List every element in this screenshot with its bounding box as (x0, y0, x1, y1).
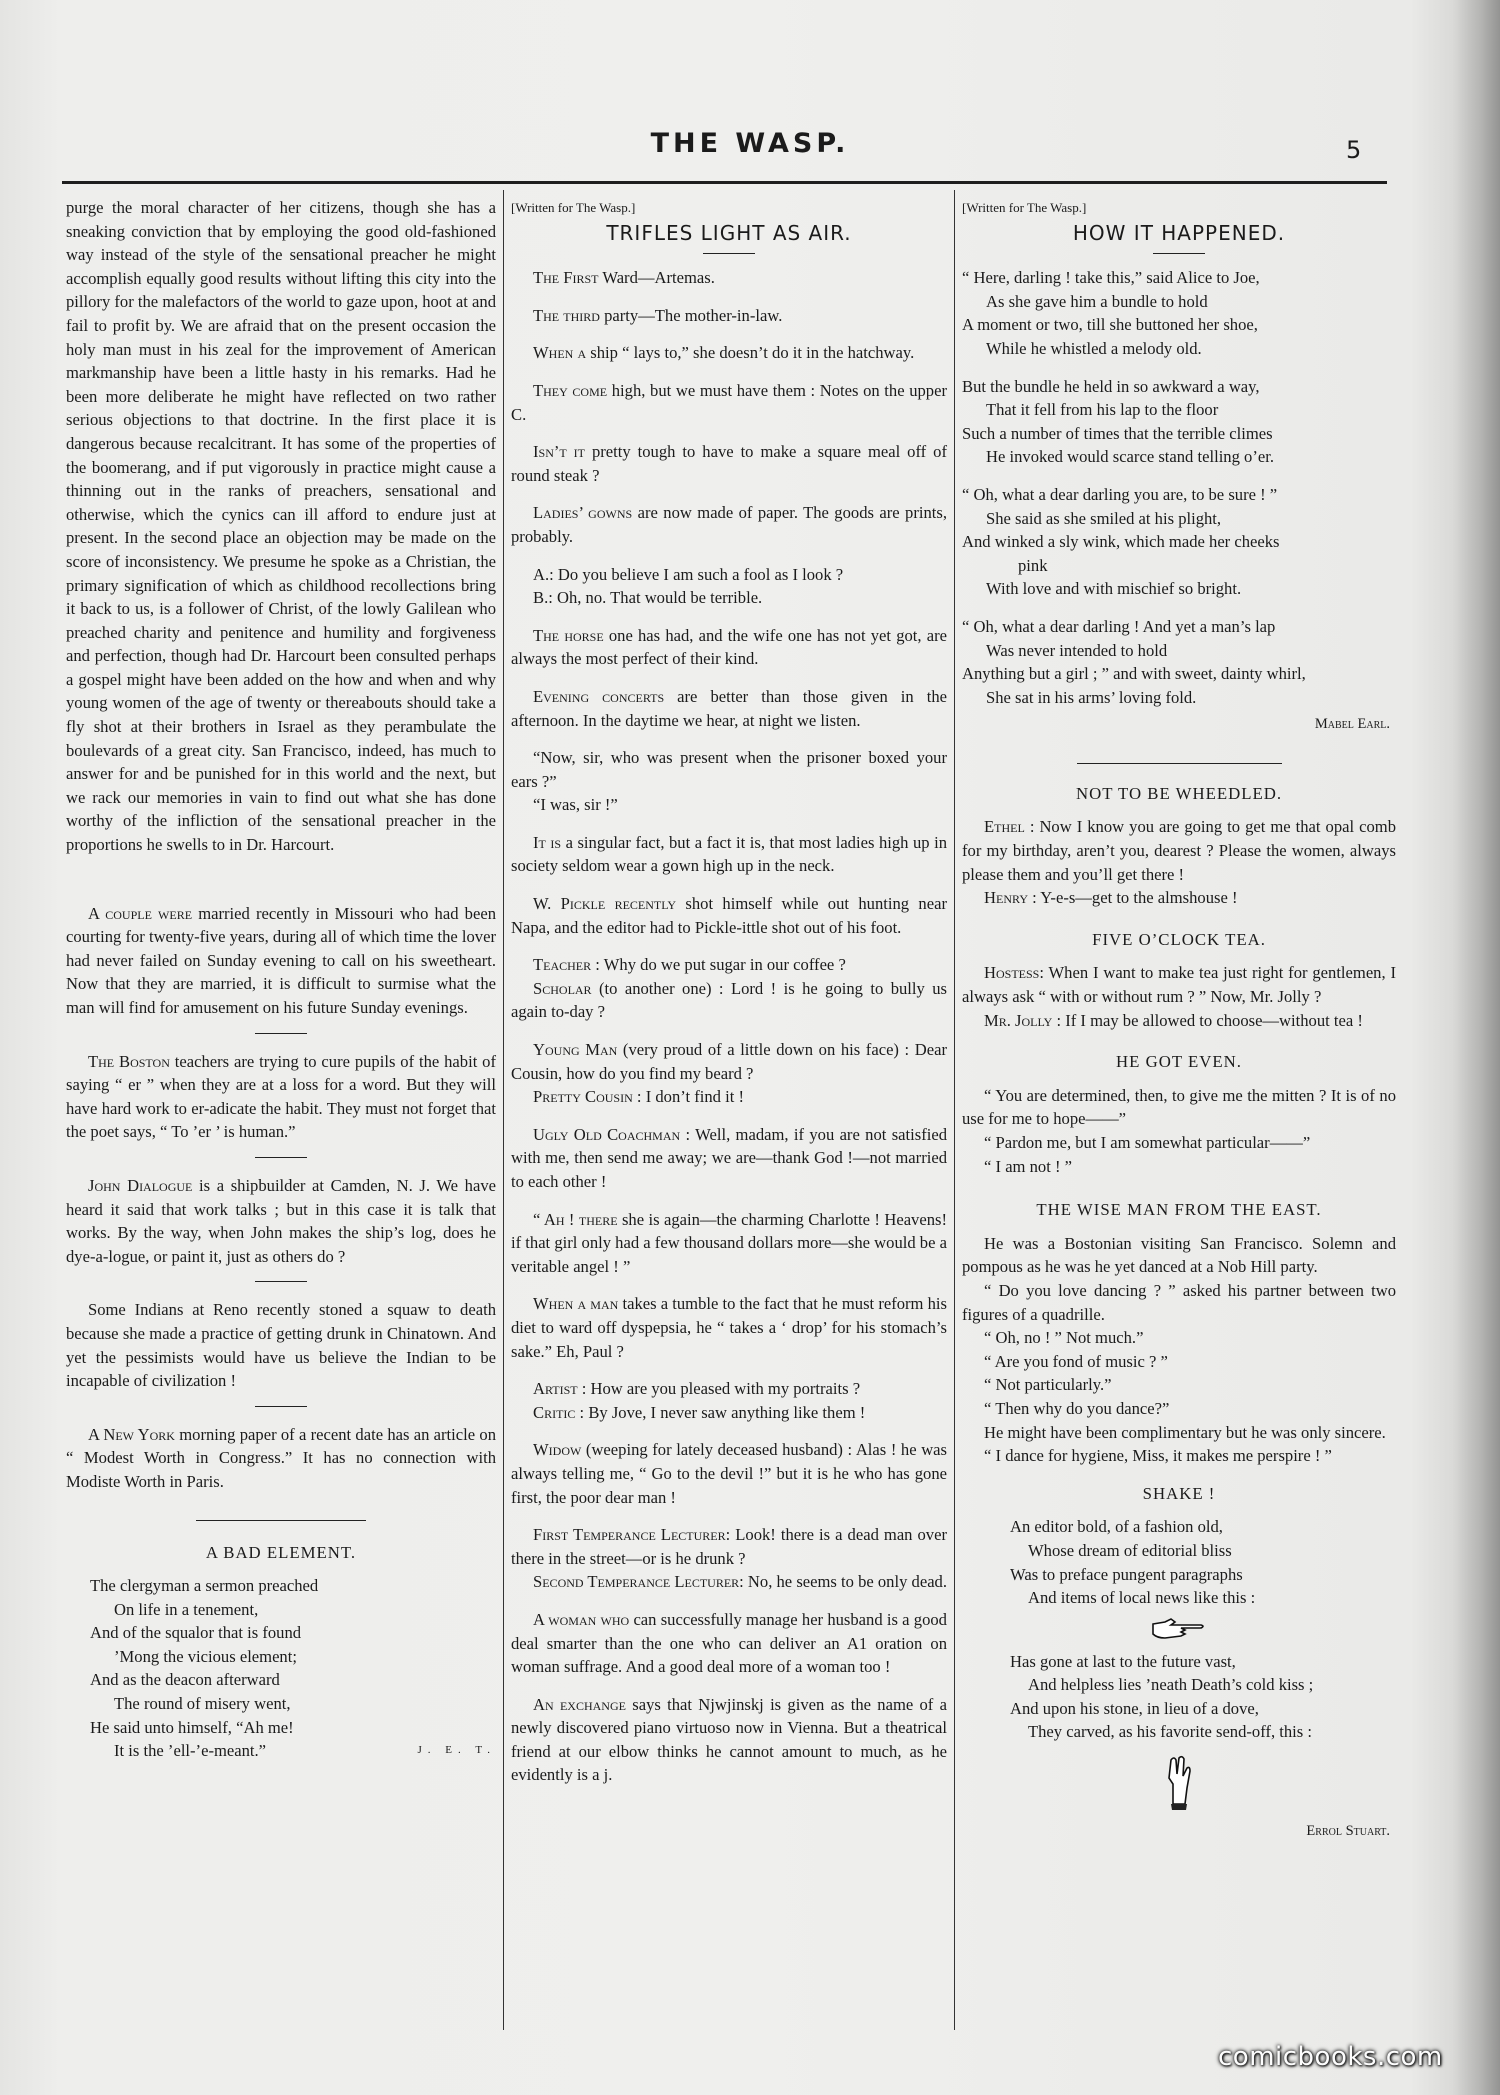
item-couple (66, 902, 496, 1020)
verse-line: On life in a tenement, (114, 1599, 259, 1619)
speaker: Second Temperance Lecturer (533, 1572, 740, 1592)
verse-line: The round of misery went, (114, 1694, 291, 1714)
item-text: shot himself while out hunting near Napa, and the editor had to Pickle-ittle shot out of his foot. (511, 894, 947, 937)
verse-line: But the bundle he held in so awkward a way, (962, 376, 1260, 396)
speech: (very proud of a little down on his face) : Dear Cousin, how do you find my beard ? (511, 1040, 947, 1083)
trifle-item (511, 892, 947, 939)
dialogue-line: “ Pardon me, but I am somewhat particular——” (984, 1133, 1311, 1152)
speaker: Critic (533, 1402, 576, 1422)
dialogue-second-lecturer (511, 1570, 947, 1594)
verse-line: The clergyman a sermon preached (90, 1576, 319, 1596)
item-text: party—The mother-in-law. (599, 305, 783, 325)
raised-hand-icon (962, 1754, 1396, 1814)
verse-line: pink (1018, 555, 1048, 575)
verse-line: “ Oh, what a dear darling you are, to be sure ! ” (962, 484, 1278, 504)
story-line: “ Are you fond of music ? ” (984, 1351, 1168, 1371)
story-line: “ Then why do you dance?” (984, 1398, 1170, 1418)
dialogue-scholar (511, 977, 947, 1024)
separator-rule (255, 1281, 307, 1282)
item-text: married recently in Missouri who had been courting for twenty-five years, during all of which time the lover had never failed on Sunday evening to call on his sweetheart. Now that they are married, it is difficult to surmise what the man will find for amusement on his future Sunday evenings. (66, 903, 496, 1017)
verse-line: Such a number of times that the terrible climes (962, 423, 1273, 443)
lead-words: The third (533, 305, 600, 325)
item-text: morning paper of a recent date has an article on “ Modest Worth in Congress.” It has no connection with Modiste Worth in Paris. (66, 1424, 496, 1491)
lead-words: “ Ah ! there (533, 1209, 618, 1229)
poem-signature: J. E. T. (417, 1744, 496, 1757)
dialogue-first-lecturer (511, 1523, 947, 1570)
verse-line: An editor bold, of a fashion old, (1010, 1517, 1223, 1537)
story-line: “ Not particularly.” (984, 1375, 1112, 1395)
dialogue-line: “ You are determined, then, to give me the mitten ? It is of no use for me to hope——” (962, 1085, 1396, 1129)
column-divider (503, 190, 504, 2030)
lead-words: A woman who (533, 1609, 630, 1629)
verse-line-last (66, 1739, 496, 1763)
title-rule (703, 253, 755, 254)
lead-words: Ladies’ gowns (533, 503, 633, 523)
speaker: Young Man (533, 1040, 618, 1060)
lead-words: W. Pickle recently (533, 894, 677, 914)
dialogue-henry (962, 886, 1396, 910)
dialogue-coachman (511, 1123, 947, 1194)
pointing-hand-icon (962, 1616, 1396, 1644)
speech: : When I want to make tea just right for gentlemen, I always ask “ with or without rum ? ” Now, Mr. Jolly ? (962, 963, 1396, 1007)
dialogue-line: “I was, sir !” (533, 795, 618, 815)
speech: : No, he seems to be only dead. (739, 1572, 948, 1592)
dialogue-young-man (511, 1038, 947, 1085)
speech: : Why do we put sugar in our coffee ? (591, 955, 846, 975)
dialogue-widow (511, 1438, 947, 1509)
speech: (to another one) : Lord ! is he going to bully us again to-day ? (511, 978, 947, 1022)
dialogue-jolly (962, 1009, 1396, 1033)
trifle-item (511, 685, 947, 732)
speaker: Mr. Jolly (984, 1010, 1053, 1030)
lead-words: John Dialogue (88, 1175, 193, 1195)
watermark-text: comicbooks.com (1218, 2042, 1443, 2072)
poem-stanza (962, 1650, 1396, 1744)
verse-line: ’Mong the vicious element; (114, 1646, 297, 1666)
verse-line: “ Oh, what a dear darling ! And yet a man’s lap (962, 616, 1276, 636)
column-divider (954, 190, 955, 2030)
verse-line: Was never intended to hold (986, 640, 1168, 660)
item-text: a singular fact, but a fact it is, that most ladies high up in society seldom wear a gown high up in the neck. (511, 832, 947, 876)
item-text: are better than those given in the afternoon. In the daytime we hear, at night we listen. (511, 686, 948, 730)
trifle-item (511, 440, 947, 487)
column-left (66, 196, 496, 1763)
title-rule (1153, 253, 1205, 254)
verse-line: And helpless lies ’neath Death’s cold kiss ; (1028, 1675, 1314, 1695)
dialogue-critic (511, 1401, 947, 1425)
trifle-item (511, 1208, 947, 1279)
trifle-item (511, 831, 947, 878)
dialogue-teacher (511, 953, 947, 977)
dialogue-hostess (962, 961, 1396, 1008)
speaker: Scholar (533, 978, 592, 998)
column-middle (511, 196, 947, 1787)
section-heading: FIVE O’CLOCK TEA. (1092, 929, 1266, 949)
item-text: says that Njwjinskj is given as the name of a newly discovered piano virtuoso now in Vienna. But a theatrical friend at our elbow thinks he cannot amount to much, as he evidently is a j. (511, 1694, 947, 1785)
lead-words: The horse (533, 625, 604, 645)
header-rule (62, 181, 1387, 184)
story-line: He might have been complimentary but he was only sincere. (984, 1422, 1386, 1442)
lead-words: A New York (88, 1424, 175, 1444)
verse-line: And winked a sly wink, which made her cheeks (962, 532, 1280, 552)
item-indians: Some Indians at Reno recently stoned a squaw to death because she made a practice of getting drunk in Chinatown. And yet the pessimists would have us believe the Indian to be incapable of civilization ! (66, 1300, 496, 1391)
poem-bad-element (66, 1574, 496, 1763)
speech: : How are you pleased with my portraits ? (577, 1379, 861, 1399)
verse-line: Has gone at last to the future vast, (1010, 1651, 1236, 1671)
item-text: ship “ lays to,” she doesn’t do it in the hatchway. (586, 343, 915, 363)
verse-line: She said as she smiled at his plight, (986, 508, 1222, 528)
poem-stanza (962, 266, 1396, 360)
lead-words: A couple were (88, 903, 193, 923)
verse-line: And as the deacon afterward (90, 1670, 280, 1690)
speaker: Pretty Cousin (533, 1087, 633, 1107)
dialogue-line: “ I am not ! ” (984, 1156, 1073, 1176)
trifle-item (511, 1608, 947, 1679)
lead-words: The Boston (88, 1051, 170, 1071)
author-signature: Errol Stuart. (1306, 1823, 1390, 1840)
verse-line: They carved, as his favorite send-off, this : (1028, 1722, 1313, 1742)
lead-words: When a man (533, 1294, 619, 1314)
item-text: she is again—the charming Charlotte ! Heavens! if that girl only had a few thousand dollars more—she would be a veritable angel ! ” (511, 1209, 948, 1276)
trifle-item (511, 379, 947, 426)
article-continued: purge the moral character of her citizens, though she has a sneaking conviction that by employing the good old-fashioned way instead of the style of the sensational preacher he might accomplish equally good results without lifting this city into the pillory for the malefactors of the world to gaze upon, hoot at and fail to profit by. We are afraid that on the present occasion the holy man must in his zeal for the improvement of American markmanship have been a little hasty in his remarks. Had he been more deliberate he might have reflected on two rather serious objections to that doctrine. In the first place it is dangerous because recalcitrant. It has some of the properties of the boomerang, and if put vigorously in practice might cause a thinning out in the ranks of preachers, sensational and otherwise, which the cynics can ill afford to endure just at present. In the second place an objection may be made on the score of inconsistency. We presume he spoke as a Christian, the primary signification of which as childhood recollections bring it back to us, is a follower of Christ, of the lowly Galilean who preached charity and penitence and humility and forgiveness and perfection, though had Dr. Harcourt been consulted perhaps a gospel might have been added on the how and when and why young women of the age of twenty or thereabouts should take a fly shot at their brothers in Israel as they perambulate the boulevards of a great city. San Francisco, indeed, has much to answer for and be punished for in this world and the next, but we rack our memories in vain to find out what she has done worthy of the infliction of the sensational preacher in the proportions he swells to in Dr. Harcourt. (66, 198, 496, 855)
item-text: takes a tumble to the fact that he must reform his diet to ward off dyspepsia, he “ takes a ‘ drop’ for his stomach’s sake.” Eh, Paul ? (511, 1294, 947, 1361)
item-text: is a shipbuilder at Camden, N. J. We have heard it said that work talks ; but in this case it is talk that works. By the way, when John makes the ship’s log, does he dye-a-logue, or paint it, just as others do ? (66, 1175, 496, 1266)
item-text: pretty tough to have to make a square meal off of round steak ? (511, 442, 947, 485)
separator-rule (255, 1157, 307, 1158)
verse-line: And items of local news like this : (1028, 1588, 1256, 1608)
verse-line: She sat in his arms’ loving fold. (986, 687, 1197, 707)
speech: : Now I know you are going to get me that opal comb for my birthday, aren’t you, dearest ? Please the women, always please them and you’ll get there ! (962, 817, 1396, 884)
trifle-item (511, 266, 947, 290)
trifle-item (511, 304, 947, 328)
item-text: teachers are trying to cure pupils of the habit of saying “ er ” when they are at a loss for a word. But they will have hard work to er-adicate the habit. They must not forget that the poet says, “ To ’er ’ is human.” (66, 1051, 497, 1142)
trifle-item (511, 501, 947, 548)
column-right (962, 196, 1396, 1844)
item-boston (66, 1050, 496, 1144)
dialogue-b: B.: Oh, no. That would be terrible. (533, 588, 763, 608)
verse-line: That it fell from his lap to the floor (986, 400, 1219, 420)
spacer (255, 883, 307, 884)
speech: : If I may be allowed to choose—without tea ! (1052, 1010, 1363, 1030)
poem-stanza (962, 615, 1396, 709)
verse-line: “ Here, darling ! take this,” said Alice to Joe, (962, 268, 1260, 288)
item-text: one has had, and the wife one has not yet got, are always the most perfect of their kind. (511, 625, 947, 669)
item-text: high, but we must have them : Notes on the upper C. (511, 380, 947, 424)
item-text: Ward—Artemas. (598, 268, 715, 288)
poem-title: A BAD ELEMENT. (205, 1542, 357, 1562)
credit-line: [Written for The Wasp.] (511, 200, 636, 215)
verse-line: With love and with mischief so bright. (986, 579, 1242, 599)
verse-line: He invoked would scarce stand telling o’er. (986, 447, 1275, 467)
item-text: can successfully manage her husband is a good deal smarter than the one who can deliver an A1 oration on woman suffrage. And a good deal more of a woman too ! (511, 1609, 947, 1677)
poem-stanza (962, 375, 1396, 469)
verse-line: As she gave him a bundle to hold (986, 291, 1208, 311)
speaker: Artist (533, 1379, 578, 1399)
lead-words: When a (533, 343, 587, 363)
dialogue-a: A.: Do you believe I am such a fool as I look ? (533, 564, 844, 584)
verse-line: Anything but a girl ; ” and with sweet, dainty whirl, (962, 664, 1306, 684)
story-line: “ Oh, no ! ” Not much.” (984, 1328, 1144, 1348)
story-line: “ I dance for hygiene, Miss, it makes me perspire ! ” (984, 1446, 1332, 1466)
trifle-item (511, 624, 947, 671)
trifle-item (511, 1292, 947, 1363)
section-heading: THE WISE MAN FROM THE EAST. (1036, 1200, 1322, 1220)
separator-rule (255, 1033, 307, 1034)
verse-text: It is the ’ell-’e-meant.” (114, 1741, 267, 1761)
speaker: Ugly Old Coachman (533, 1124, 681, 1144)
speaker: Ethel (984, 817, 1025, 837)
story-line: “ Do you love dancing ? ” asked his partner between two figures of a quadrille. (962, 1280, 1396, 1324)
section-rule (196, 1520, 366, 1521)
speech: (weeping for lately deceased husband) : Alas ! he was always telling me, “ Go to the devil !” but it is he who has gone first, the poor dear man ! (511, 1440, 947, 1507)
speaker: Teacher (533, 955, 592, 975)
verse-line: And of the squalor that is found (90, 1623, 302, 1643)
spine-shadow (1452, 0, 1500, 2095)
speaker: Hostess (984, 963, 1040, 983)
speech: : Y-e-s—get to the almshouse ! (1028, 888, 1238, 908)
verse-line: While he whistled a melody old. (986, 338, 1202, 358)
speaker: First Temperance Lecturer (533, 1525, 726, 1545)
poem-stanza (962, 1515, 1396, 1609)
dialogue-cousin (511, 1085, 947, 1109)
page-number: 5 (1346, 136, 1362, 164)
lead-words: Isn’t it (533, 442, 586, 462)
speech: : Well, madam, if you are not satisfied with me, then send me away; we are—thank God !—not married to each other ! (511, 1124, 947, 1191)
lead-words: Evening concerts (533, 686, 665, 706)
item-john-dialogue (66, 1174, 496, 1268)
verse-line: And upon his stone, in lieu of a dove, (1010, 1698, 1259, 1718)
speaker: Widow (533, 1440, 582, 1460)
dialogue-artist (511, 1377, 947, 1401)
lead-words: The First (533, 268, 599, 288)
section-heading: HE GOT EVEN. (1116, 1052, 1242, 1072)
poem-stanza (962, 483, 1396, 601)
item-text: are now made of paper. The goods are prints, probably. (511, 503, 947, 546)
lead-words: It is (533, 832, 562, 852)
verse-line: A moment or two, till she buttoned her shoe, (962, 315, 1258, 335)
trifle-item (511, 341, 947, 365)
verse-line: Whose dream of editorial bliss (1028, 1540, 1232, 1560)
speaker: Henry (984, 888, 1028, 908)
trifle-item (511, 1693, 947, 1787)
lead-words: They come (533, 380, 608, 400)
speech: : I don’t find it ! (632, 1087, 745, 1107)
dialogue-ethel (962, 815, 1396, 886)
separator-rule (255, 1406, 307, 1407)
speech: : By Jove, I never saw anything like them ! (575, 1402, 866, 1422)
poem-title: HOW IT HAPPENED. (1072, 220, 1286, 245)
story-line: He was a Bostonian visiting San Francisco. Solemn and pompous as he was he yet danced at a Nob Hill party. (962, 1233, 1396, 1277)
section-heading: NOT TO BE WHEEDLED. (1075, 783, 1283, 803)
lead-words: An exchange (533, 1694, 626, 1714)
article-title: TRIFLES LIGHT AS AIR. (606, 220, 852, 245)
item-new-york (66, 1423, 496, 1494)
credit-line: [Written for The Wasp.] (962, 200, 1087, 215)
section-heading: SHAKE ! (1142, 1483, 1216, 1503)
dialogue-line: “Now, sir, who was present when the prisoner boxed your ears ?” (511, 748, 947, 791)
verse-line: Was to preface pungent paragraphs (1010, 1564, 1243, 1584)
masthead: THE WASP. (650, 128, 850, 159)
author-signature: Mabel Earl. (1314, 716, 1390, 733)
section-rule (1077, 763, 1282, 764)
verse-line: He said unto himself, “Ah me! (90, 1717, 294, 1737)
speech: : Look! there is a dead man over there in the street—or is he drunk ? (511, 1525, 947, 1568)
